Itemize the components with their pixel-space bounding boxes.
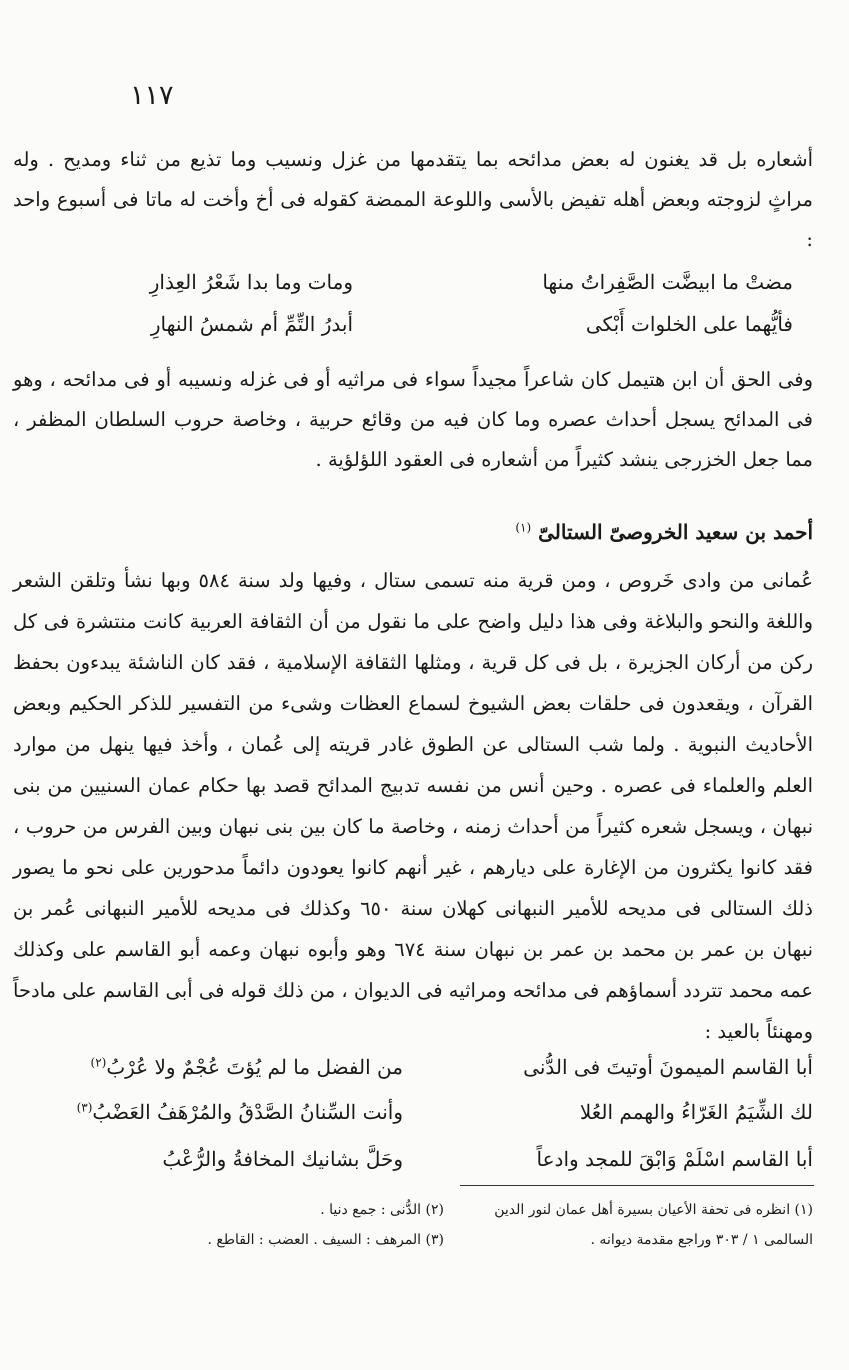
praise-verse-3 [13,1147,813,1183]
verse-second-hemistich: أبدرُ التِّمِّ أم شمسُ النهارِ [150,312,353,336]
verse-first-hemistich: أبا القاسم الميمونَ أوتيتَ فى الدُّنى [523,1055,813,1079]
verse-text: من الفضل ما لم يُؤتَ عُجْمٌ ولا عُرْبُ [106,1055,403,1079]
paragraph-biography: عُمانى من وادى خَروص ، ومن قرية منه تسمى ستال ، وفيها ولد سنة ٥٨٤ وبها نشأ وتلقن الشعر واللغة والنحو والبلاغة وفى هذا دليل واضح على ما نقول من أن الثقافة العربية كانت منتشرة فى كل ركن من أركان الجزيرة ، بل فى كل قرية ، ومثلها الثقافة الإسلامية ، فقد كان الناشئة يبدءون بحفظ القرآن ، ويقعدون فى حلقات بعض الشيوخ لسماع العظات وشىء من التفسير للذكر الحكيم وبعض الأحاديث النبوية . ولما شب الستالى عن الطوق غادر قريته إلى عُمان ، وأخذ فيها ينهل من موارد العلم والعلماء فى عصره . وحين أنس من نفسه تدبيج المدائح قصد بها حكام عمان السنيين من بنى نبهان ، ويسجل شعره كثيراً من أحداث زمنه ، وخاصة ما كان بين بنى نبهان وبين الفرس من حروب ، فقد كانوا يكثرون من الإغارة على ديارهم ، غير أنهم كانوا يعودون دائماً مدحورين على نحو ما يصور ذلك الستالى فى مديحه للأمير النبهانى كهلان سنة ٦٥٠ وكذلك فى مديحه للأمير النبهانى عُمر بن نبهان بن عمر بن محمد بن عمر بن نبهان سنة ٦٧٤ وهو وأبوه نبهان وعمه أبو القاسم على وكذلك عمه محمد تتردد أسماؤهم فى مدائحه ومراثيه فى الديوان ، من ذلك قوله فى أبى القاسم على مادحاً ومهنئاً بالعيد : [13,569,814,1043]
praise-verse-2 [13,1100,813,1136]
elegy-verse-2 [33,312,793,352]
footnotes-2-3 [114,1195,444,1255]
verse-first-hemistich: مضتْ ما ابيضَّت الصَّفِراتُ منها [542,270,793,294]
verse-second-hemistich [91,1055,403,1079]
verse-first-hemistich: لك الشِّيَمُ الغَرّاءُ والهمم العُلا [579,1100,813,1124]
verse-second-hemistich: ومات وما بدا شَعْرُ العِذارِ [149,270,353,294]
paragraph-intro: أشعاره بل قد يغنون له بعض مدائحه بما يتقدمها من غزل ونسيب وما تذيع من ثناء ومديح . وله مراثٍ لزوجته وبعض أهله تفيض بالأسى واللوعة الممضة كقوله فى أخ وأخت له ماتا فى أسبوع واحد : [13,148,813,251]
section-heading [515,520,813,544]
page-number: ١١٧ [130,80,174,111]
footnote-ref: (١) [515,520,532,535]
footnote-ref: (٣) [76,1100,93,1115]
footnote-divider [460,1185,814,1186]
footnote-2: (٢) الدُّنى : جمع دنيا . [320,1202,444,1218]
elegy-verse-1 [33,270,793,310]
verse-first-hemistich: أبا القاسم اسْلَمْ وَابْقَ للمجد وادعاً [536,1147,813,1171]
section-heading-text: أحمد بن سعيد الخروصىّ الستالىّ [538,520,813,544]
verse-first-hemistich: فأيُّهما على الخلوات أَبْكى [585,312,793,336]
footnote-1: (١) انظره فى تحفة الأعيان بسيرة أهل عمان لنور الدين السالمى ١ / ٣٠٣ وراجع مقدمة ديوانه . [494,1202,813,1248]
paragraph-after-verse: وفى الحق أن ابن هتيمل كان شاعراً مجيداً سواء فى مراثيه أو فى غزله ونسيبه أو فى مدائحه ، وهو فى المدائح يسجل أحداث عصره وما كان فيه من وقائع حربية ، وخاصة حروب السلطان المظفر ، مما جعل الخزرجى ينشد كثيراً من أشعاره فى العقود اللؤلؤية . [13,368,813,471]
verse-second-hemistich [77,1100,403,1124]
verse-second-hemistich: وحَلَّ بشانيك المخافةُ والرُّعْبُ [162,1147,403,1171]
verse-text: وأنت السِّنانُ الصَّدْقُ والمُرْهَفُ العَضْبُ [92,1100,403,1124]
praise-verse-1 [13,1055,813,1091]
footnote-ref: (٢) [90,1055,107,1070]
footnote-3: (٣) المرهف : السيف . العضب : القاطع . [207,1232,444,1248]
